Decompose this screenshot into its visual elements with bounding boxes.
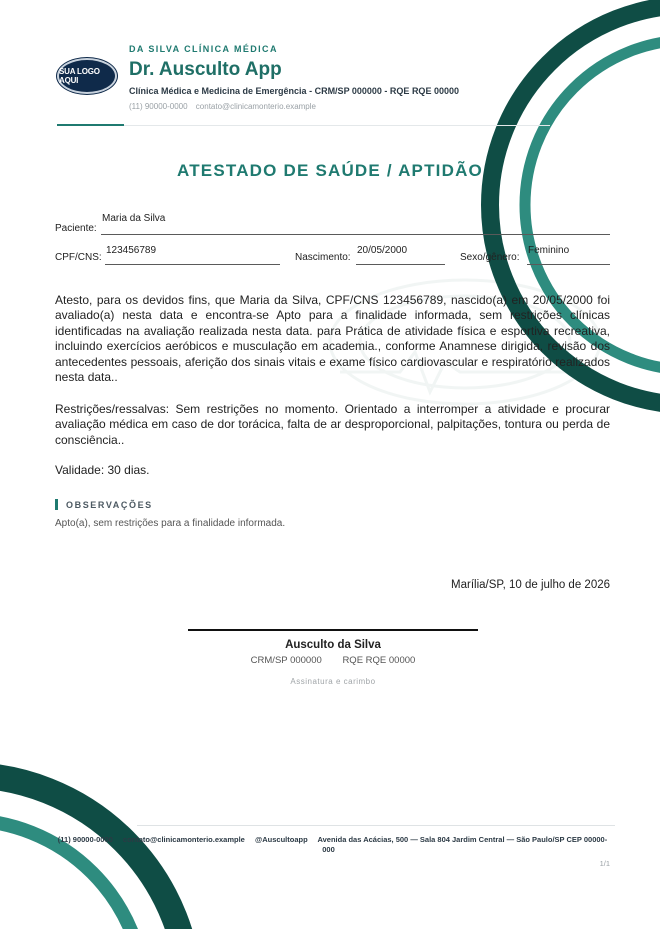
logo-text: SUA LOGO AQUI: [59, 67, 100, 85]
footer-email: contato@clinicamonterio.example: [122, 835, 245, 844]
observations-text: Apto(a), sem restrições para a finalidade informada.: [55, 518, 286, 529]
signature-name: Ausculto da Silva: [285, 639, 381, 651]
footer-contact: [55, 835, 610, 855]
patient-birth-underline: [356, 264, 445, 265]
footer-social: @Auscultoapp: [254, 835, 308, 844]
patient-sex-value: Feminino: [528, 245, 570, 256]
document-title: ATESTADO DE SAÚDE / APTIDÃO: [177, 161, 483, 180]
patient-sex-label: Sexo/gênero:: [460, 252, 520, 263]
patient-sex-underline: [527, 264, 610, 265]
observations-title: OBSERVAÇÕES: [66, 500, 153, 510]
signature-registry: [188, 655, 478, 666]
header-phone: (11) 90000-0000: [129, 102, 188, 111]
header-accent-line: [57, 124, 124, 126]
patient-doc-label: CPF/CNS:: [55, 252, 102, 263]
header-divider: [124, 125, 550, 126]
patient-doc-underline: [105, 264, 280, 265]
footer-address: Avenida das Acácias, 500 — Sala 804 Jardim Central — São Paulo/SP CEP 00000-000: [317, 835, 608, 854]
patient-name-underline: [101, 234, 610, 235]
restrictions-paragraph: Restrições/ressalvas: Sem restrições no momento. Orientado a interromper a atividade e procurar avaliação médica em caso de dor torácica, falta de ar desproporcional, palpitações, tontura ou perda de consciência..: [55, 402, 610, 447]
patient-name-value: Maria da Silva: [102, 213, 166, 224]
footer-phone: (11) 90000-0000: [57, 835, 113, 844]
footer-divider: [137, 825, 615, 826]
observations-accent-bar: [55, 499, 58, 510]
patient-doc-value: 123456789: [106, 245, 157, 256]
validity-text: Validade: 30 dias.: [55, 463, 150, 477]
doctor-specialties: Clínica Médica e Medicina de Emergência - CRM/SP 000000 - RQE RQE 00000: [129, 86, 459, 96]
signature-caption: Assinatura e carimbo: [290, 677, 376, 686]
signature-crm: CRM/SP 000000: [250, 655, 322, 666]
clinic-name: DA SILVA CLÍNICA MÉDICA: [129, 44, 278, 54]
header-email: contato@clinicamonterio.example: [195, 102, 316, 111]
clinic-logo: [57, 58, 117, 94]
patient-birth-label: Nascimento:: [295, 252, 351, 263]
page-number: 1/1: [599, 859, 610, 868]
doctor-name: Dr. Ausculto App: [129, 59, 282, 80]
header-contact: [129, 102, 316, 111]
patient-name-label: Paciente:: [55, 223, 97, 234]
patient-birth-value: 20/05/2000: [357, 245, 408, 256]
place-date: Marília/SP, 10 de julho de 2026: [451, 579, 610, 591]
attestation-paragraph: Atesto, para os devidos fins, que Maria da Silva, CPF/CNS 123456789, nascido(a) em 20/05/2000 foi avaliado(a) nesta data e encontra-se Apto para a finalidade informada, sem restrições clínicas identificadas na avaliação realizada nesta data. para Prática de atividade física e esportiva recreativa, incluindo exercícios aeróbicos e musculação em academia., conforme Anamnese dirigida, revisão dos antecedentes pessoais, aferição dos sinais vitais e exame físico cardiovascular e respiratório realizados nesta data..: [55, 293, 610, 385]
signature-rqe: RQE RQE 00000: [342, 655, 416, 666]
signature-line: [188, 629, 478, 631]
